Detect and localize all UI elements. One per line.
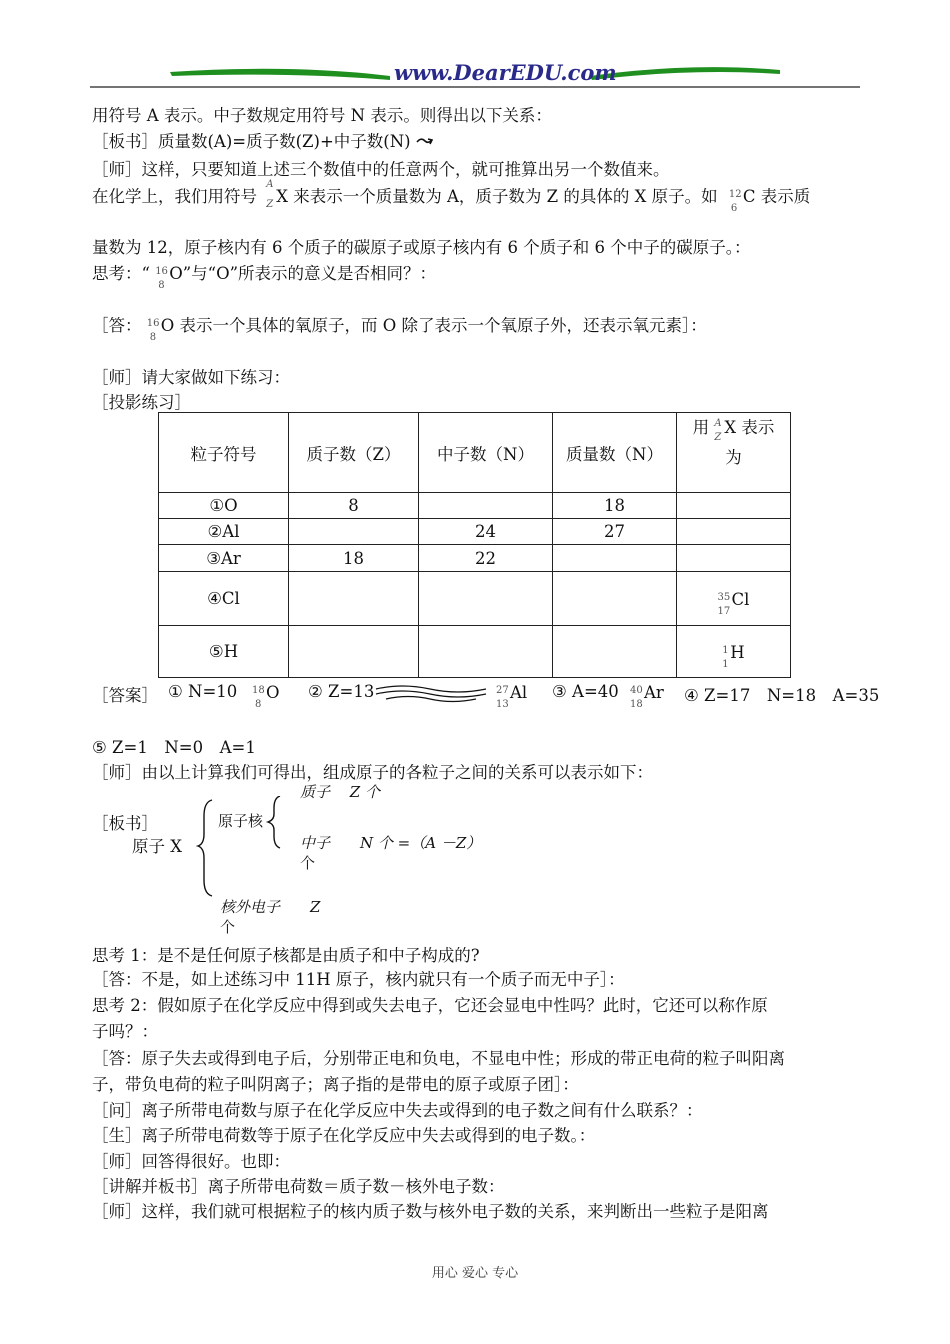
answer-1-isotope	[252, 682, 280, 710]
para-line-4	[92, 179, 811, 214]
row2-symbol: ②Al	[159, 519, 289, 545]
iso-al-symbol: Al	[510, 683, 528, 702]
teacher-conclusion: ［师］这样，我们就可根据粒子的核内质子数与核外电子数的关系，来判断出一些粒子是阳离	[92, 1202, 769, 1221]
question-1: 思考 1：是不是任何原子核都是由质子和中子构成的?	[92, 946, 480, 965]
iso-cl-symbol: Cl	[731, 589, 750, 609]
page-footer: 用心 爱心 专心	[431, 1266, 519, 1281]
iso-o18-symbol: O	[266, 683, 280, 702]
table-row	[159, 519, 791, 545]
answer-q2-line-1: ［答：原子失去或得到电子后，分别带正电和负电，不显电中性；形成的带正电荷的粒子叫阳离	[92, 1049, 785, 1068]
header-protons: 质子数（Z）	[289, 413, 419, 493]
iso-c-number: 6	[730, 203, 738, 214]
isotope-notation-O16-answer	[146, 315, 161, 343]
row2-mass: 27	[553, 519, 677, 545]
diagram-board-label: ［板书］	[92, 814, 158, 833]
para-line-3: ［师］这样，只要知道上述三个数值中的任意两个，就可推算出另一个数值来。	[92, 160, 670, 179]
iso-al-number: 13	[496, 699, 509, 710]
iso-o18-number: 8	[255, 699, 262, 710]
explain-board: ［讲解并板书］离子所带电荷数＝质子数－核外电子数：	[92, 1177, 505, 1196]
student-answer: ［生］离子所带电荷数等于原子在化学反应中失去或得到的电子数。：	[92, 1126, 596, 1145]
header-notation-c: 为	[725, 448, 742, 467]
line4-start: 在化学上，我们用符号	[92, 187, 257, 206]
answer-3-isotope	[630, 682, 664, 710]
iso-cl-number: 17	[717, 605, 731, 617]
header-neutrons: 中子数（N）	[419, 413, 553, 493]
row5-protons	[289, 626, 419, 678]
para-line-7	[92, 312, 707, 343]
row5-mass	[553, 626, 677, 678]
header-particle: 粒子符号	[159, 413, 289, 493]
exercise-table	[158, 412, 791, 678]
para-line-1: 用符号 A 表示。中子数规定用符号 N 表示。则得出以下关系：	[92, 106, 552, 125]
row3-symbol: ③Ar	[159, 545, 289, 572]
line4-mid: X 来表示一个质量数为 A，质子数为 Z 的具体的 X 原子。如	[276, 187, 718, 206]
isotope-notation-AZ	[266, 179, 276, 210]
iso-o-number-answer: 8	[149, 332, 157, 343]
diagram-neutron: 中子 N 个 =（A －Z）	[300, 834, 482, 852]
answer-q1: ［答：不是，如上述练习中 11H 原子，核内就只有一个质子而无中子］：	[92, 970, 625, 989]
iso-al-mass: 27	[496, 685, 509, 696]
answer-5: ⑤ Z=1 N=0 A=1	[92, 738, 256, 757]
header-site-name: www.DearEDU.com	[394, 60, 617, 85]
row3-neutrons: 22	[419, 545, 553, 572]
table-row	[159, 626, 791, 678]
para-line-2	[92, 128, 434, 152]
line4-end: C 表示质	[742, 187, 811, 206]
table-row	[159, 572, 791, 626]
header-iso-mass: A	[714, 418, 722, 429]
iso-cl	[717, 589, 732, 617]
iso-h	[722, 642, 730, 670]
row1-protons: 8	[289, 493, 419, 519]
think-question: O”与“O”所表示的意义是否相同？：	[169, 264, 437, 283]
iso-o-mass-answer: 16	[146, 318, 160, 329]
row2-neutrons: 24	[419, 519, 553, 545]
row4-symbol: ④Cl	[159, 572, 289, 626]
iso-al	[496, 682, 510, 710]
iso-o18	[252, 682, 266, 710]
answer-4: ④ Z=17 N=18 A=35	[684, 686, 880, 705]
table-row	[159, 545, 791, 572]
answer-q2-line-2: 子，带负电荷的粒子叫阴离子；离子指的是带电的原子或原子团］：	[92, 1075, 579, 1094]
iso-mass-label: A	[266, 179, 274, 190]
iso-ar-symbol: Ar	[644, 683, 664, 702]
answer-label: ［答案］	[92, 686, 158, 705]
iso-cl-mass: 35	[717, 591, 731, 603]
row3-mass	[553, 545, 677, 572]
isotope-notation-C	[728, 186, 743, 214]
row4-protons	[289, 572, 419, 626]
row4-mass	[553, 572, 677, 626]
para-line-5: 量数为 12，原子核内有 6 个质子的碳原子或原子核内有 6 个质子和 6 个中子的碳原子。：	[92, 238, 751, 257]
iso-o-mass: 16	[155, 266, 168, 277]
row4-neutrons	[419, 572, 553, 626]
iso-c-mass: 12	[728, 189, 742, 200]
think-prefix: 思考：“	[92, 264, 150, 283]
diagram-nucleus: 原子核	[218, 812, 264, 830]
iso-o18-mass: 18	[252, 685, 265, 696]
diagram-neutron-unit: 个	[300, 854, 316, 872]
row5-symbol: ⑤H	[159, 626, 289, 678]
row5-neutrons	[419, 626, 553, 678]
row2-notation	[677, 519, 791, 545]
table-row	[159, 493, 791, 519]
iso-ar-mass: 40	[630, 685, 643, 696]
teacher-question: ［问］离子所带电荷数与原子在化学反应中失去或得到的电子数之间有什么联系？：	[92, 1101, 703, 1120]
iso-ar	[630, 682, 644, 710]
row4-notation	[677, 572, 791, 626]
diagram-atom-label: 原子 X	[132, 837, 182, 856]
answer-text: O 表示一个具体的氧原子，而 O 除了表示一个氧原子外，还表示氧元素］：	[160, 316, 707, 335]
header-notation-a: 用	[692, 418, 710, 437]
row3-protons: 18	[289, 545, 419, 572]
row1-neutrons	[419, 493, 553, 519]
answer-prefix: ［答：	[92, 316, 142, 335]
pointer-icon	[416, 136, 434, 148]
diagram-electron-unit: 个	[220, 918, 236, 936]
table-header-row	[159, 413, 791, 493]
iso-number-label: Z	[266, 199, 274, 210]
iso-h-symbol: H	[730, 642, 745, 662]
para-line-9: ［投影练习］	[92, 393, 191, 412]
row5-notation	[677, 626, 791, 678]
iso-ar-number: 18	[630, 699, 643, 710]
header-notation	[677, 413, 791, 493]
row2-protons	[289, 519, 419, 545]
row1-mass: 18	[553, 493, 677, 519]
diagram-proton: 质子 Z 个	[300, 783, 380, 801]
wavy-underline-icon	[372, 683, 490, 705]
question-2-line-1: 思考 2：假如原子在化学反应中得到或失去电子，它还会显电中性吗？此时，它还可以称作原	[92, 996, 768, 1015]
iso-h-number: 1	[722, 658, 729, 670]
diagram-electron: 核外电子 Z	[220, 898, 321, 916]
isotope-notation-O16	[155, 263, 169, 291]
header-mass: 质量数（N）	[553, 413, 677, 493]
header-iso-AZ	[714, 417, 724, 443]
iso-o-number: 8	[158, 280, 165, 291]
teacher-remark: ［师］回答得很好。也即：	[92, 1152, 290, 1171]
para-line-6	[92, 260, 437, 291]
header-banner	[90, 58, 860, 92]
question-2-line-2: 子吗？：	[92, 1022, 158, 1041]
answer-2: ② Z=13	[308, 682, 375, 701]
para-line-8: ［师］请大家做如下练习：	[92, 368, 290, 387]
answer-3: ③ A=40	[552, 682, 619, 701]
answer-2-isotope	[496, 682, 528, 710]
row3-notation	[677, 545, 791, 572]
answer-1: ① N=10	[168, 682, 238, 701]
para-line-10: ［师］由以上计算我们可得出，组成原子的各粒子之间的关系可以表示如下：	[92, 763, 653, 782]
header-notation-b: X 表示	[724, 418, 775, 437]
header-iso-number: Z	[714, 432, 722, 443]
row1-symbol: ①O	[159, 493, 289, 519]
row1-notation	[677, 493, 791, 519]
iso-h-mass: 1	[722, 644, 729, 656]
board-mass-number: ［板书］质量数(A)=质子数(Z)+中子数(N)	[92, 132, 411, 151]
